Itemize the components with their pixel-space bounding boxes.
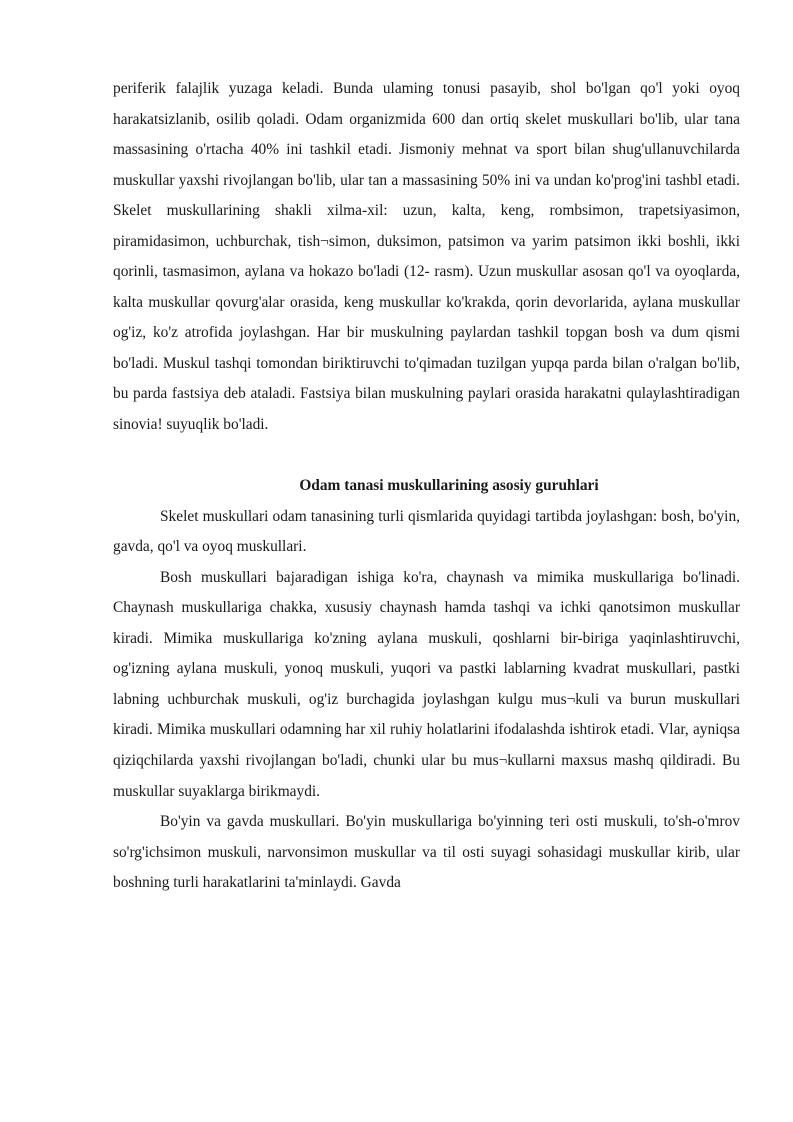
section-heading: Odam tanasi muskullarining asosiy guruhlari <box>299 477 599 495</box>
paragraph: Bosh muskullari bajaradigan ishiga ko'ra, chaynash va mimika muskullariga bo'linadi. Chaynash muskullariga chakka, xususiy chaynash hamda tashqi va ichki qanotsimon muskullar kiradi. Mimika muskullariga ko'zning aylana muskuli, qoshlarni bir-biriga yaqinlashtiruvchi, og'izning aylana muskuli, yonoq muskuli, yuqori va pastki lablarning kvadrat muskullari, pastki labning uchburchak muskuli, og'iz burchagida joylashgan kulgu mus¬kuli va burun muskullari kiradi. Mimika muskullari odamning har xil ruhiy holatlarini ifodalashda ishtirok etadi. Vlar, ayniqsa qiziqchilarda yaxshi rivojlangan bo'ladi, chunki ular bu mus¬kullarni maxsus mashq qildiradi. Bu muskullar suyaklarga birikmaydi. <box>113 568 740 800</box>
paragraph: Skelet muskullari odam tanasining turli qismlarida quyidagi tartibda joylashgan: bosh, bo'yin, gavda, qo'l va oyoq muskullari. <box>113 507 740 556</box>
document-body <box>113 74 740 899</box>
paragraph: Bo'yin va gavda muskullari. Bo'yin muskullariga bo'yinning teri osti muskuli, to'sh-o'mrov so'rg'ichsimon muskuli, narvonsimon muskullar va til osti suyagi sohasidagi muskullar kirib, ular boshning turli harakatlarini ta'minlaydi. Gavda <box>113 813 740 892</box>
paragraph: periferik falajlik yuzaga keladi. Bunda ulaming tonusi pasayib, shol bo'lgan qo'l yoki oyoq harakatsizlanib, osilib qoladi. Odam organizmida 600 dan ortiq skelet muskullari bo'lib, ular tana massasining o'rtacha 40% ini tashkil etadi. Jismoniy mehnat va sport bilan shug'ullanuvchilarda muskullar yaxshi rivojlangan bo'lib, ular tan a massasining 50% ini va undan ko'prog'ini tashbl etadi. Skelet muskullarining shakli xilma-xil: uzun, kalta, keng, rombsimon, trapetsiyasimon, piramidasimon, uchburchak, tish¬simon, duksimon, patsimon va yarim patsimon ikki boshli, ikki qorinli, tasmasimon, aylana va hokazo bo'ladi (12- rasm). Uzun muskullar asosan qo'l va oyoqlarda, kalta muskullar qovurg'alar orasida, keng muskullar ko'krakda, qorin devorlarida, aylana muskullar og'iz, ko'z atrofida joylashgan. Har bir muskulning paylardan tashkil topgan bosh va dum qismi bo'ladi. Muskul tashqi tomondan biriktiruvchi to'qimadan tuzilgan yupqa parda bilan o'ralgan bo'lib, bu parda fastsiya deb ataladi. Fastsiya bilan muskulning paylari orasida harakatni qulaylashtiradigan sinovia! suyuqlik bo'ladi. <box>113 80 740 434</box>
